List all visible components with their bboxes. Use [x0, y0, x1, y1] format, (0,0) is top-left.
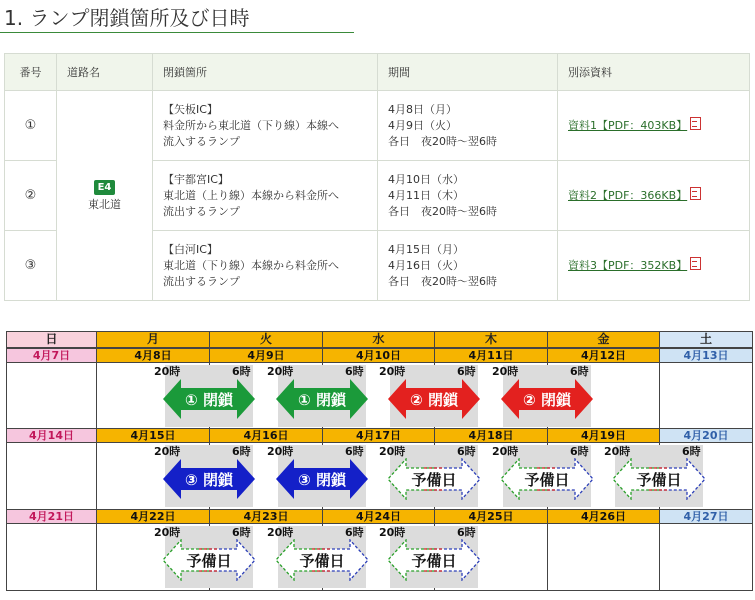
period-line: 4月9日（火） [388, 118, 457, 132]
period-cell [378, 231, 558, 301]
closure-arrow [276, 378, 368, 420]
location-ic: 【白河IC】 [163, 242, 218, 256]
day-cell [6, 362, 97, 430]
day-cell [659, 523, 753, 591]
location-ic: 【宇都宮IC】 [163, 172, 229, 186]
table-row [5, 91, 750, 161]
location-line: 流出するランプ [163, 204, 240, 218]
header-no: 番号 [5, 54, 57, 91]
event-label: ① 閉鎖 [298, 391, 346, 409]
event-label: 予備日 [299, 552, 345, 570]
day-cell [659, 362, 753, 430]
location-line: 流出するランプ [163, 274, 240, 288]
date-cell: 4月27日 [659, 509, 753, 524]
period-line: 各日 夜20時～翌6時 [388, 204, 497, 218]
date-cell: 4月9日 [209, 348, 323, 363]
end-time-label: 6時 [345, 526, 364, 539]
end-time-label: 6時 [682, 445, 701, 458]
date-cell: 4月13日 [659, 348, 753, 363]
header-period: 期間 [378, 54, 558, 91]
event-label: 予備日 [186, 552, 232, 570]
start-time-label: 20時 [604, 445, 631, 458]
header-location: 閉鎖箇所 [153, 54, 378, 91]
doc-link-1[interactable]: 資料1【PDF：403KB】 [568, 119, 688, 132]
doc-link-3[interactable]: 資料3【PDF：352KB】 [568, 259, 688, 272]
weekday-header: 水 [322, 331, 435, 348]
start-time-label: 20時 [267, 365, 294, 378]
event-label: ③ 閉鎖 [298, 471, 346, 489]
location-line: 東北道（上り線）本線から料金所へ [163, 188, 339, 202]
end-time-label: 6時 [345, 365, 364, 378]
period-line: 4月15日（月） [388, 242, 464, 256]
date-cell: 4月19日 [547, 428, 660, 443]
date-cell: 4月8日 [96, 348, 210, 363]
end-time-label: 6時 [345, 445, 364, 458]
pdf-icon [690, 257, 701, 270]
weekday-header-row [6, 331, 752, 348]
road-cell [57, 91, 153, 301]
start-time-label: 20時 [379, 445, 406, 458]
event-label: 予備日 [636, 471, 682, 489]
reserve-day-arrow [388, 458, 480, 500]
heading-underline [0, 32, 354, 33]
reserve-day-arrow [276, 539, 368, 581]
date-cell: 4月25日 [434, 509, 548, 524]
reserve-day-arrow [163, 539, 255, 581]
table-header-row [5, 54, 750, 91]
period-line: 各日 夜20時～翌6時 [388, 134, 497, 148]
doc-cell [558, 231, 750, 301]
date-cell: 4月22日 [96, 509, 210, 524]
period-line: 4月11日（木） [388, 188, 464, 202]
location-cell [153, 91, 378, 161]
event-label: 予備日 [524, 471, 570, 489]
day-cell [547, 523, 660, 591]
weekday-header: 木 [434, 331, 548, 348]
date-cell: 4月17日 [322, 428, 435, 443]
pdf-icon [690, 187, 701, 200]
reserve-day-arrow [501, 458, 593, 500]
location-cell [153, 231, 378, 301]
date-cell: 4月18日 [434, 428, 548, 443]
start-time-label: 20時 [379, 365, 406, 378]
date-row [6, 509, 752, 524]
date-cell: 4月12日 [547, 348, 660, 363]
closure-arrow [276, 458, 368, 500]
date-row [6, 348, 752, 363]
row-number: ③ [5, 231, 57, 301]
date-cell: 4月20日 [659, 428, 753, 443]
weekday-header: 火 [209, 331, 323, 348]
section-heading: 1. ランプ閉鎖箇所及び日時 [4, 6, 250, 30]
event-label: ② 閉鎖 [410, 391, 458, 409]
day-cell [6, 442, 97, 510]
date-cell: 4月10日 [322, 348, 435, 363]
period-cell [378, 91, 558, 161]
closure-calendar [6, 331, 752, 597]
location-line: 料金所から東北道（下り線）本線へ [163, 118, 339, 132]
date-cell: 4月23日 [209, 509, 323, 524]
weekday-header: 月 [96, 331, 210, 348]
expressway-badge: E4 [94, 180, 116, 195]
period-line: 4月10日（水） [388, 172, 464, 186]
doc-link-2[interactable]: 資料2【PDF：366KB】 [568, 189, 688, 202]
date-cell: 4月15日 [96, 428, 210, 443]
period-cell [378, 161, 558, 231]
weekday-header: 日 [6, 331, 97, 348]
start-time-label: 20時 [267, 445, 294, 458]
period-line: 各日 夜20時～翌6時 [388, 274, 497, 288]
closure-arrow [163, 378, 255, 420]
event-label: ③ 閉鎖 [185, 471, 233, 489]
period-line: 4月16日（火） [388, 258, 464, 272]
end-time-label: 6時 [232, 526, 251, 539]
doc-cell [558, 161, 750, 231]
date-cell: 4月14日 [6, 428, 97, 443]
end-time-label: 6時 [457, 526, 476, 539]
location-ic: 【矢板IC】 [163, 102, 218, 116]
end-time-label: 6時 [457, 365, 476, 378]
week-body-row [6, 442, 752, 509]
event-label: 予備日 [411, 552, 457, 570]
date-row [6, 428, 752, 443]
road-name: 東北道 [88, 197, 121, 211]
end-time-label: 6時 [570, 365, 589, 378]
event-label: ② 閉鎖 [523, 391, 571, 409]
end-time-label: 6時 [457, 445, 476, 458]
location-cell [153, 161, 378, 231]
header-road: 道路名 [57, 54, 153, 91]
closure-arrow [501, 378, 593, 420]
period-line: 4月8日（月） [388, 102, 457, 116]
doc-cell [558, 91, 750, 161]
date-cell: 4月16日 [209, 428, 323, 443]
reserve-day-arrow [388, 539, 480, 581]
date-cell: 4月24日 [322, 509, 435, 524]
start-time-label: 20時 [154, 526, 181, 539]
header-doc: 別添資料 [558, 54, 750, 91]
event-label: ① 閉鎖 [185, 391, 233, 409]
row-number: ① [5, 91, 57, 161]
location-line: 東北道（下り線）本線から料金所へ [163, 258, 339, 272]
start-time-label: 20時 [154, 445, 181, 458]
ramp-closure-table [4, 53, 750, 301]
end-time-label: 6時 [570, 445, 589, 458]
start-time-label: 20時 [492, 365, 519, 378]
event-label: 予備日 [411, 471, 457, 489]
start-time-label: 20時 [492, 445, 519, 458]
end-time-label: 6時 [232, 365, 251, 378]
closure-arrow [163, 458, 255, 500]
start-time-label: 20時 [154, 365, 181, 378]
reserve-day-arrow [613, 458, 705, 500]
date-cell: 4月11日 [434, 348, 548, 363]
week-body-row [6, 523, 752, 590]
location-line: 流入するランプ [163, 134, 240, 148]
weekday-header: 金 [547, 331, 660, 348]
closure-arrow [388, 378, 480, 420]
day-cell [6, 523, 97, 591]
week-body-row [6, 362, 752, 429]
start-time-label: 20時 [379, 526, 406, 539]
date-cell: 4月26日 [547, 509, 660, 524]
date-cell: 4月7日 [6, 348, 97, 363]
end-time-label: 6時 [232, 445, 251, 458]
pdf-icon [690, 117, 701, 130]
row-number: ② [5, 161, 57, 231]
start-time-label: 20時 [267, 526, 294, 539]
date-cell: 4月21日 [6, 509, 97, 524]
weekday-header: 土 [659, 331, 753, 348]
